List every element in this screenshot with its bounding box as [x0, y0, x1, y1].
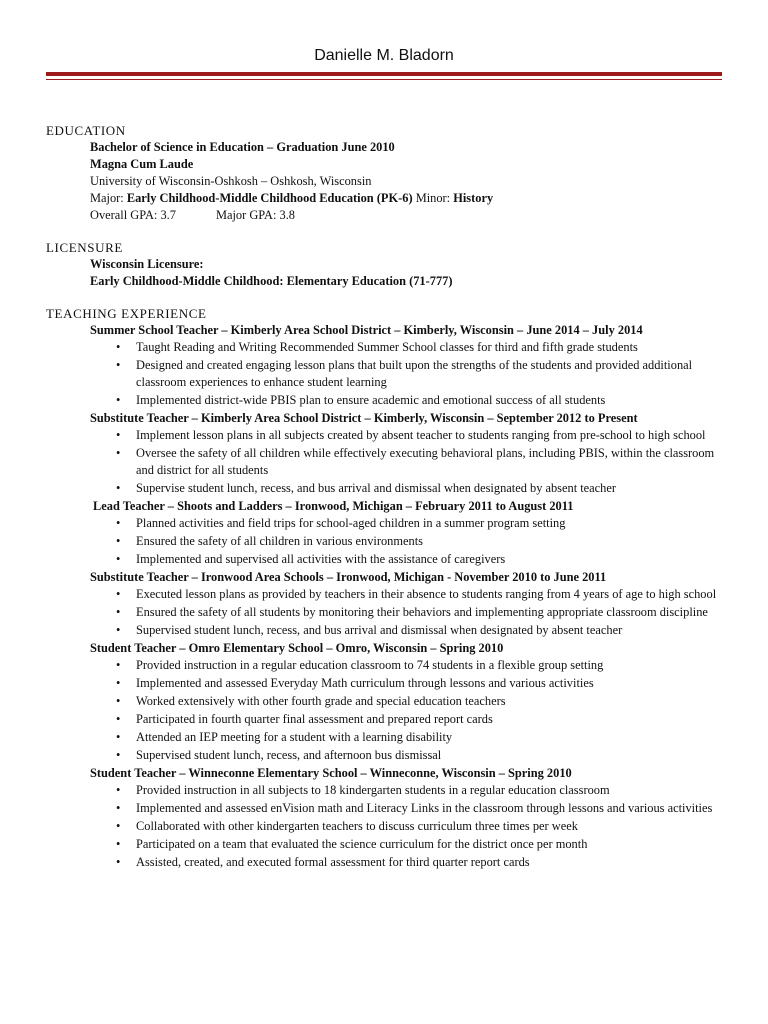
major-gpa: Major GPA: 3.8: [215, 208, 295, 222]
list-item: • Implement lesson plans in all subjects created by absent teacher to students ranging from pre-school to high school: [136, 427, 726, 444]
job-bullets: [46, 427, 726, 497]
list-item: • Oversee the safety of all children while effectively executing behavioral plans, including PBIS, within the classroom and district for all students: [136, 445, 726, 479]
job-entry: [46, 765, 726, 871]
list-item: • Implemented district-wide PBIS plan to ensure academic and emotional success of all students: [136, 392, 726, 409]
list-item: • Supervised student lunch, recess, and afternoon bus dismissal: [136, 747, 726, 764]
list-item: • Implemented and supervised all activities with the assistance of caregivers: [136, 551, 726, 568]
list-item: • Implemented and assessed Everyday Math curriculum through lessons and various activities: [136, 675, 726, 692]
list-item: • Ensured the safety of all students by monitoring their behaviors and implementing appropriate classroom discipline: [136, 604, 726, 621]
education-heading: EDUCATION: [46, 123, 126, 138]
list-item: • Supervised student lunch, recess, and bus arrival and dismissal when designated by absent teacher: [136, 622, 726, 639]
list-item: • Implemented and assessed enVision math and Literacy Links in the classroom through lessons and various activities: [136, 800, 726, 817]
honors-line: Magna Cum Laude: [90, 157, 194, 171]
list-item: • Collaborated with other kindergarten teachers to discuss curriculum three times per week: [136, 818, 726, 835]
header-rule-thick: [46, 72, 722, 76]
job-title: Substitute Teacher – Ironwood Area Schools – Ironwood, Michigan - November 2010 to June 2011: [90, 570, 607, 584]
gpa-line: [46, 207, 726, 224]
job-bullets: [46, 782, 726, 871]
list-item: • Supervise student lunch, recess, and bus arrival and dismissal when designated by absent teacher: [136, 480, 726, 497]
resume-body: [46, 122, 726, 872]
licensure-title: Wisconsin Licensure:: [90, 257, 204, 271]
job-title: Summer School Teacher – Kimberly Area School District – Kimberly, Wisconsin – June 2014 – July 2014: [90, 323, 643, 337]
header-rule-thin: [46, 79, 722, 80]
resume-name: Danielle M. Bladorn: [314, 47, 454, 64]
overall-gpa: Overall GPA: 3.7: [90, 208, 176, 222]
list-item: • Planned activities and field trips for school-aged children in a summer program setting: [136, 515, 726, 532]
list-item: • Provided instruction in all subjects to 18 kindergarten students in a regular education classroom: [136, 782, 726, 799]
job-title: Student Teacher – Winneconne Elementary School – Winneconne, Wisconsin – Spring 2010: [90, 766, 572, 780]
job-title: Lead Teacher – Shoots and Ladders – Ironwood, Michigan – February 2011 to August 2011: [93, 499, 574, 513]
licensure-detail: Early Childhood-Middle Childhood: Elementary Education (71-777): [90, 274, 453, 288]
minor-label: Minor:: [415, 191, 451, 205]
job-title: Substitute Teacher – Kimberly Area School District – Kimberly, Wisconsin – September 2012 to Present: [90, 411, 638, 425]
list-item: • Attended an IEP meeting for a student with a learning disability: [136, 729, 726, 746]
major-label: Major:: [90, 191, 124, 205]
major-minor-line: [46, 190, 726, 207]
degree-line: Bachelor of Science in Education – Graduation June 2010: [90, 140, 395, 154]
minor-value: History: [453, 191, 494, 205]
experience-heading: TEACHING EXPERIENCE: [46, 306, 207, 321]
job-entry: [46, 410, 726, 497]
job-entry: [46, 640, 726, 764]
list-item: • Executed lesson plans as provided by teachers in their absence to students ranging from 4 years of age to high school: [136, 586, 726, 603]
job-bullets: [46, 657, 726, 764]
list-item: • Provided instruction in a regular education classroom to 74 students in a flexible group setting: [136, 657, 726, 674]
job-entry: [46, 569, 726, 639]
job-bullets: [46, 515, 726, 568]
job-title: Student Teacher – Omro Elementary School – Omro, Wisconsin – Spring 2010: [90, 641, 504, 655]
job-bullets: [46, 339, 726, 409]
list-item: • Ensured the safety of all children in various environments: [136, 533, 726, 550]
job-bullets: [46, 586, 726, 639]
list-item: • Assisted, created, and executed formal assessment for third quarter report cards: [136, 854, 726, 871]
list-item: • Participated in fourth quarter final assessment and prepared report cards: [136, 711, 726, 728]
job-entry: [46, 498, 726, 568]
list-item: • Taught Reading and Writing Recommended Summer School classes for third and fifth grade students: [136, 339, 726, 356]
list-item: • Designed and created engaging lesson plans that built upon the strengths of the students and provided additional classroom experiences to enhance student learning: [136, 357, 726, 391]
licensure-heading: LICENSURE: [46, 240, 123, 255]
list-item: • Participated on a team that evaluated the science curriculum for the district once per month: [136, 836, 726, 853]
school-line: University of Wisconsin-Oshkosh – Oshkosh, Wisconsin: [90, 174, 372, 188]
list-item: • Worked extensively with other fourth grade and special education teachers: [136, 693, 726, 710]
job-entry: [46, 322, 726, 409]
major-value: Early Childhood-Middle Childhood Education (PK-6): [126, 191, 413, 205]
